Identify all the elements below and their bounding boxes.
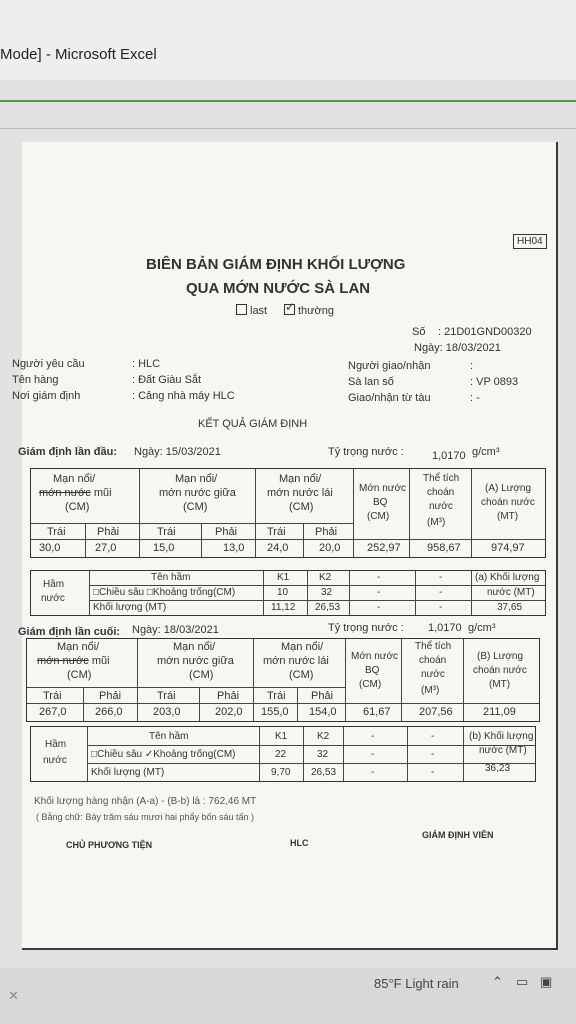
last-draft-table	[26, 638, 540, 722]
first-h-giua-b: mớn nước giữa	[159, 487, 236, 499]
first-depth-row: □Chiều sâu □Khoảng trống(CM)	[93, 587, 236, 598]
first-lai-phai: 20,0	[319, 542, 341, 554]
first-h-mui-b2: mũi	[93, 487, 112, 499]
form-code: HH04	[513, 234, 547, 249]
last-sum-label-b: nước (MT)	[479, 745, 527, 756]
option-normal	[284, 304, 334, 317]
last-giua-phai: 202,0	[215, 706, 243, 718]
last-dash-3: -	[371, 749, 375, 760]
last-h-vol-b: choán	[419, 655, 447, 666]
first-draft-table	[30, 468, 546, 558]
first-giua-trai-label: Trái	[157, 526, 176, 538]
first-h-mui-b	[39, 487, 112, 499]
first-h-giua-c: (CM)	[183, 501, 208, 513]
total-line: Khối lượng hàng nhận (A-a) - (B-b) là : 762,46 MT	[34, 796, 257, 807]
first-sum-label-b: nước (MT)	[487, 587, 535, 598]
option-last-label: last	[250, 305, 268, 317]
last-dash-6: -	[431, 767, 435, 778]
ribbon-divider	[0, 100, 576, 102]
chevron-up-icon[interactable]: ⌃	[492, 974, 503, 989]
first-h-vol-d: (M³)	[427, 517, 446, 528]
giver-label: Người giao/nhận	[348, 360, 431, 372]
first-density-label: Tỷ trọng nước :	[328, 446, 404, 458]
first-depth-k2: 32	[321, 587, 333, 598]
sign-hlc: HLC	[290, 838, 309, 848]
giver-value: :	[470, 360, 474, 372]
weather-widget[interactable]: 85°F Light rain	[374, 976, 459, 991]
last-lai-phai-label: Phải	[311, 690, 334, 702]
last-tank-label-a: Hầm	[45, 739, 67, 750]
last-vol: 207,56	[419, 706, 453, 718]
first-lai-phai-label: Phải	[315, 526, 338, 538]
last-depth-label: Chiều sâu	[97, 749, 143, 760]
last-h-giua-c: (CM)	[189, 669, 214, 681]
last-giua-phai-label: Phải	[217, 690, 240, 702]
first-h-mass-a: (A) Lượng	[485, 483, 532, 494]
last-h-mui-b-text: mớn nước	[37, 655, 89, 667]
first-h-bq-b: BQ	[373, 497, 388, 508]
first-dash-4: -	[439, 587, 443, 598]
first-depth-k1: 10	[277, 587, 289, 598]
last-tank-table	[30, 726, 536, 782]
first-heading: Giám định lần đầu:	[18, 446, 118, 458]
sign-inspector: GIÁM ĐỊNH VIÊN	[422, 830, 494, 840]
first-mui-phai-label: Phải	[97, 526, 120, 538]
last-tank-name: Tên hầm	[149, 731, 189, 742]
first-density-value: 1,0170	[432, 450, 466, 462]
goods-value: : Đất Giàu Sắt	[132, 374, 202, 386]
first-dash-6: -	[439, 602, 443, 613]
last-heading: Giám định lần cuối:	[18, 626, 121, 638]
last-sum-label-a: (b) Khối lượng	[469, 731, 534, 742]
window-title: Mode] - Microsoft Excel	[0, 46, 157, 63]
requester-label: Người yêu cầu	[12, 358, 85, 370]
option-last	[236, 304, 267, 317]
last-giua-trai-label: Trái	[157, 690, 176, 702]
first-h-vol-c: nước	[429, 501, 453, 512]
first-density-unit: g/cm³	[472, 446, 500, 458]
first-weight-label: Khối lượng (MT)	[93, 602, 167, 613]
last-h-bq-b: BQ	[365, 665, 380, 676]
last-weight-label: Khối lượng (MT)	[91, 767, 165, 778]
last-h-mui-c: (CM)	[67, 669, 92, 681]
first-tank-name: Tên hầm	[151, 572, 191, 583]
total-words: ( Bằng chữ: Bảy trăm sáu mươi hai phẩy bốn sáu tấn )	[36, 812, 255, 822]
first-h-lai-a: Mạn nổi/	[279, 473, 322, 485]
place-value: : Cảng nhà máy HLC	[132, 390, 235, 402]
last-mui-trai: 267,0	[39, 706, 67, 718]
first-k2: K2	[319, 572, 332, 583]
last-weight-k2: 26,53	[311, 767, 337, 778]
last-h-giua-b: mớn nước giữa	[157, 655, 234, 667]
from-value: : -	[470, 392, 480, 404]
last-depth-k1: 22	[275, 749, 287, 760]
last-h-vol-d: (M³)	[421, 685, 440, 696]
from-label: Giao/nhận từ tàu	[348, 392, 431, 404]
first-sum-value: 37,65	[497, 602, 523, 613]
last-h-vol-a: Thể tích	[415, 641, 452, 652]
doc-title-line1: BIÊN BẢN GIÁM ĐỊNH KHỐI LƯỢNG	[146, 256, 406, 273]
last-h-mui-b	[37, 655, 110, 667]
last-h-mui-a: Mạn nổi/	[57, 641, 100, 653]
last-h-mui-b2: mũi	[91, 655, 110, 667]
first-dash-3: -	[377, 587, 381, 598]
last-lai-trai: 155,0	[261, 706, 289, 718]
first-tank-label-a: Hầm	[43, 579, 65, 590]
first-h-bq-a: Mớn nước	[359, 483, 407, 494]
last-density-value: 1,0170	[428, 622, 462, 634]
first-mui-trai: 30,0	[39, 542, 61, 554]
first-mui-trai-label: Trái	[47, 526, 66, 538]
first-mui-phai: 27,0	[95, 542, 117, 554]
last-mui-phai-label: Phải	[99, 690, 122, 702]
first-h-vol-b: choán	[427, 487, 455, 498]
first-sum-label-a: (a) Khối lượng	[475, 572, 540, 583]
last-depth-k2: 32	[317, 749, 329, 760]
first-h-mui-a: Mạn nổi/	[53, 473, 96, 485]
option-normal-label: thường	[298, 305, 334, 317]
first-h-giua-a: Mạn nổi/	[175, 473, 218, 485]
last-weight-k1: 9,70	[271, 767, 291, 778]
last-mass: 211,09	[483, 706, 516, 718]
doc-title-line2: QUA MỚN NƯỚC SÀ LAN	[186, 280, 371, 297]
first-h-bq-c: (CM)	[367, 511, 390, 522]
last-h-giua-a: Mạn nổi/	[173, 641, 216, 653]
print-preview-page	[12, 142, 558, 950]
requester-value: : HLC	[132, 358, 161, 370]
last-density-unit: g/cm³	[468, 622, 496, 634]
first-h-lai-c: (CM)	[289, 501, 314, 513]
first-giua-trai: 15,0	[153, 542, 175, 554]
last-lai-trai-label: Trái	[267, 690, 286, 702]
place-label: Nơi giám định	[12, 390, 81, 402]
last-space-label: Khoảng trống(CM)	[153, 749, 236, 760]
first-giua-phai: 13,0	[223, 542, 245, 554]
first-h-vol-a: Thể tích	[423, 473, 460, 484]
last-h-vol-c: nước	[421, 669, 445, 680]
goods-label: Tên hàng	[12, 374, 59, 386]
search-icon[interactable]: ✕	[8, 988, 19, 1003]
last-giua-trai: 203,0	[153, 706, 181, 718]
doc-date: Ngày: 18/03/2021	[414, 342, 501, 354]
first-k1: K1	[277, 572, 290, 583]
last-lai-phai: 154,0	[309, 706, 337, 718]
last-k2: K2	[317, 731, 330, 742]
last-checkbox[interactable]	[236, 304, 247, 315]
last-dash-2: -	[431, 731, 435, 742]
last-k1: K1	[275, 731, 288, 742]
last-h-mass-b: choán nước	[473, 665, 527, 676]
last-mui-trai-label: Trái	[43, 690, 62, 702]
battery-icon[interactable]: ▣	[540, 974, 553, 989]
so-value: : 21D01GND00320	[438, 326, 532, 338]
first-depth-label: Chiều sâu	[99, 587, 145, 598]
window-titlebar	[0, 0, 576, 80]
first-h-lai-b: mớn nước lái	[267, 487, 333, 499]
result-heading: KẾT QUẢ GIÁM ĐỊNH	[198, 418, 308, 430]
first-tank-table	[30, 570, 546, 616]
first-date: Ngày: 15/03/2021	[134, 446, 221, 458]
last-tank-label-b: nước	[43, 755, 67, 766]
first-mass: 974,97	[491, 542, 525, 554]
last-dash-5: -	[371, 767, 375, 778]
first-h-mui-b-text: mớn nước	[39, 487, 91, 499]
last-h-mass-c: (MT)	[489, 679, 511, 690]
last-h-bq-a: Mớn nước	[351, 651, 399, 662]
first-tank-label-b: nước	[41, 593, 65, 604]
first-h-mass-b: choán nước	[481, 497, 535, 508]
first-bq: 252,97	[367, 542, 401, 554]
last-date: Ngày: 18/03/2021	[132, 624, 219, 636]
first-lai-trai-label: Trái	[267, 526, 286, 538]
first-vol: 958,67	[427, 542, 461, 554]
first-h-mui-c: (CM)	[65, 501, 90, 513]
last-bq: 61,67	[363, 706, 391, 718]
network-icon[interactable]: ▭	[516, 974, 529, 989]
last-density-label: Tỷ trọng nước :	[328, 622, 404, 634]
first-dash-1: -	[377, 572, 381, 583]
barge-value: : VP 0893	[470, 376, 519, 388]
normal-checkbox[interactable]	[284, 304, 295, 315]
first-weight-k2: 26,53	[315, 602, 341, 613]
last-h-lai-c: (CM)	[289, 669, 314, 681]
last-h-bq-c: (CM)	[359, 679, 382, 690]
last-sum-value: 36,23	[485, 763, 511, 774]
first-dash-2: -	[439, 572, 443, 583]
taskbar	[0, 968, 576, 1024]
first-dash-5: -	[377, 602, 381, 613]
last-h-lai-b: mớn nước lái	[263, 655, 329, 667]
first-lai-trai: 24,0	[267, 542, 289, 554]
first-weight-k1: 11,12	[271, 602, 296, 613]
last-mui-phai: 266,0	[95, 706, 123, 718]
barge-label: Sà lan số	[348, 376, 394, 388]
first-giua-phai-label: Phải	[215, 526, 238, 538]
first-h-mass-c: (MT)	[497, 511, 519, 522]
ribbon-divider-lower	[0, 128, 576, 129]
first-space-label: Khoảng trống(CM)	[152, 587, 236, 598]
last-h-lai-a: Mạn nổi/	[281, 641, 324, 653]
last-dash-4: -	[431, 749, 435, 760]
last-depth-row: □Chiều sâu ✓Khoảng trống(CM)	[91, 749, 236, 760]
last-dash-1: -	[371, 731, 375, 742]
so-label: Số	[412, 326, 426, 338]
sign-owner: CHỦ PHƯƠNG TIỆN	[66, 840, 153, 850]
last-h-mass-a: (B) Lượng	[477, 651, 524, 662]
